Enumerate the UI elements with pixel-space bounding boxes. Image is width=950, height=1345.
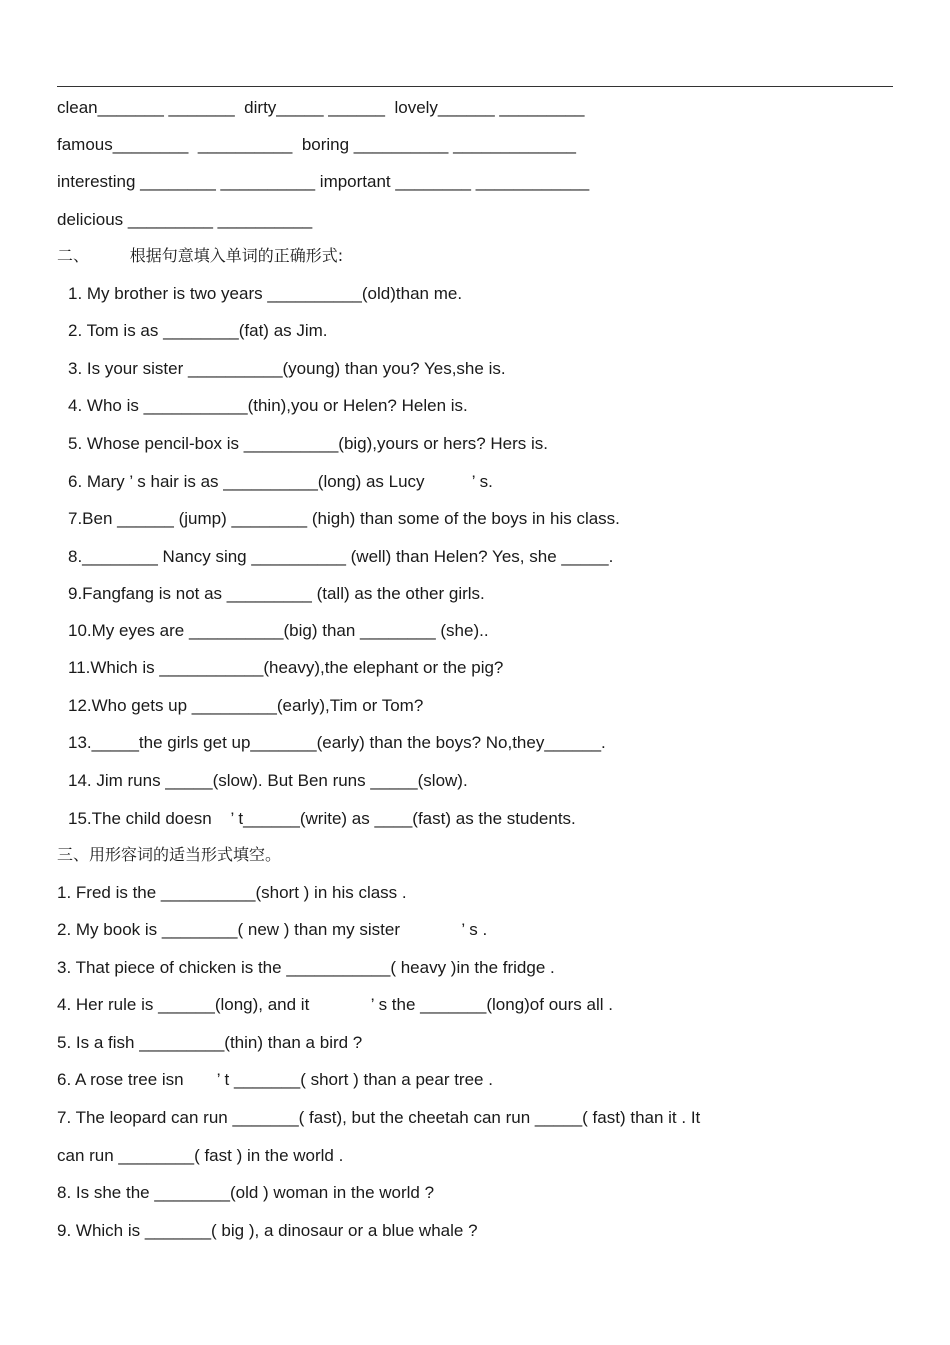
top-divider	[57, 86, 893, 87]
adjective-row: famous________ __________ boring __________ _____________	[57, 135, 576, 154]
exercise-item: 2. Tom is as ________(fat) as Jim.	[68, 321, 328, 340]
exercise-item: 8. Is she the ________(old ) woman in the world ?	[57, 1183, 435, 1202]
exercise-item: 9.Fangfang is not as _________ (tall) as the other girls.	[68, 584, 485, 603]
exercise-item: 3. That piece of chicken is the ___________( heavy )in the fridge .	[57, 958, 555, 977]
exercise-item: 5. Is a fish _________(thin) than a bird ?	[57, 1033, 363, 1052]
exercise-item: 9. Which is _______( big ), a dinosaur or a blue whale ?	[57, 1221, 478, 1240]
section-heading: 二、 根据句意填入单词的正确形式:	[57, 246, 344, 265]
exercise-item: 6. A rose tree isn ’ t _______( short ) than a pear tree .	[57, 1070, 493, 1089]
exercise-item: 12.Who gets up _________(early),Tim or Tom?	[68, 696, 424, 715]
exercise-item: 5. Whose pencil-box is __________(big),yours or hers? Hers is.	[68, 434, 549, 453]
exercise-item-continuation: can run ________( fast ) in the world .	[57, 1146, 344, 1165]
exercise-item: 15.The child doesn ’ t______(write) as ____(fast) as the students.	[68, 809, 576, 828]
adjective-row: clean_______ _______ dirty_____ ______ lovely______ _________	[57, 98, 585, 117]
exercise-item: 7.Ben ______ (jump) ________ (high) than some of the boys in his class.	[68, 509, 620, 528]
exercise-item: 14. Jim runs _____(slow). But Ben runs _____(slow).	[68, 771, 468, 790]
section-heading: 三、用形容词的适当形式填空。	[57, 845, 282, 864]
exercise-item: 7. The leopard can run _______( fast), but the cheetah can run _____( fast) than it . It	[57, 1108, 701, 1127]
adjective-row: interesting ________ __________ important ________ ____________	[57, 172, 590, 191]
exercise-item: 8.________ Nancy sing __________ (well) than Helen? Yes, she _____.	[68, 547, 614, 566]
exercise-item: 2. My book is ________( new ) than my sister ’ s .	[57, 920, 488, 939]
exercise-item: 1. My brother is two years __________(old)than me.	[68, 284, 463, 303]
adjective-row: delicious _________ __________	[57, 210, 313, 229]
exercise-item: 10.My eyes are __________(big) than ________ (she)..	[68, 621, 489, 640]
exercise-item: 11.Which is ___________(heavy),the elephant or the pig?	[68, 658, 504, 677]
exercise-item: 4. Who is ___________(thin),you or Helen? Helen is.	[68, 396, 468, 415]
exercise-item: 3. Is your sister __________(young) than you? Yes,she is.	[68, 359, 506, 378]
exercise-item: 6. Mary ’ s hair is as __________(long) as Lucy ’ s.	[68, 472, 493, 491]
exercise-item: 1. Fred is the __________(short ) in his class .	[57, 883, 407, 902]
exercise-item: 13._____the girls get up_______(early) than the boys? No,they______.	[68, 733, 606, 752]
exercise-item: 4. Her rule is ______(long), and it ’ s the _______(long)of ours all .	[57, 995, 613, 1014]
